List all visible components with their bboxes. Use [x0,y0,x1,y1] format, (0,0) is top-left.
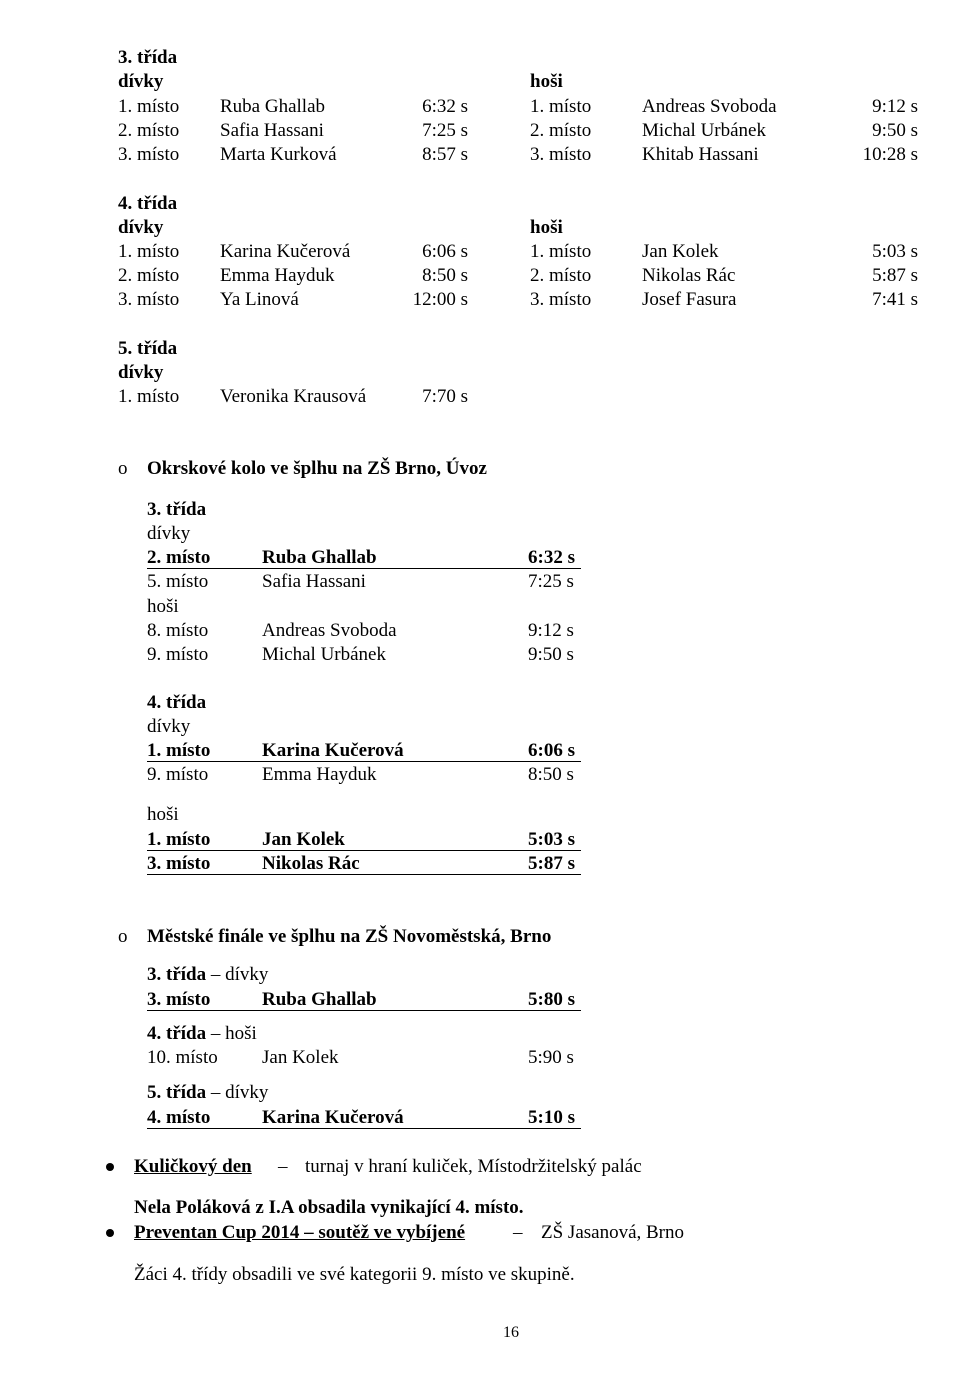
place: 1. místo [118,241,180,262]
time: 9:12 s [872,96,918,117]
page-number: 16 [503,1324,519,1341]
class-title: 3. třída [147,964,207,985]
place: 2. místo [147,547,211,568]
name: Nikolas Rác [262,853,360,874]
time: 12:00 s [412,289,468,310]
name: Veronika Krausová [220,386,367,407]
time: 5:03 s [872,241,918,262]
circle-bullet-icon: o [118,926,128,947]
name: Safia Hassani [262,571,366,592]
place: 3. místo [118,144,180,165]
time: 5:87 s [528,853,575,874]
class-4-boys-label: hoši [530,217,563,238]
name: Ruba Ghallab [220,96,326,117]
name: Ruba Ghallab [262,989,377,1010]
name: Safia Hassani [220,120,324,141]
time: 7:70 s [422,386,468,407]
time: 9:50 s [528,644,574,665]
time: 9:12 s [528,620,574,641]
place: 5. místo [147,571,209,592]
class-3-girls-label: dívky [118,71,164,92]
name: Emma Hayduk [220,265,335,286]
name: Andreas Svoboda [642,96,777,117]
class-5-girls-label: dívky [118,362,164,383]
place: 2. místo [530,265,592,286]
name: Karina Kučerová [262,740,404,761]
time: 5:80 s [528,989,575,1010]
class-title: 4. třída [147,1023,207,1044]
underline [147,1128,581,1129]
place: 3. místo [530,144,592,165]
time: 9:50 s [872,120,918,141]
time: 7:25 s [422,120,468,141]
time: 7:41 s [872,289,918,310]
class-title: 5. třída [147,1082,207,1103]
bullet-dot-icon [106,1229,114,1237]
name: Nikolas Rác [642,265,736,286]
name: Jan Kolek [262,1047,339,1068]
city-class-5-title [147,1082,268,1104]
time: 7:25 s [528,571,574,592]
name: Ruba Ghallab [262,547,377,568]
place: 9. místo [147,644,209,665]
circle-bullet-icon: o [118,458,128,479]
name: Karina Kučerová [262,1107,404,1128]
district-class-3-girls-label: dívky [147,523,191,544]
place: 8. místo [147,620,209,641]
district-class-4-title: 4. třída [147,692,207,713]
event-1-result: Nela Poláková z I.A obsadila vynikající 4. místo. [134,1197,524,1218]
place: 2. místo [118,120,180,141]
underline [147,1010,581,1011]
event-2-result: Žáci 4. třídy obsadili ve své kategorii 9. místo ve skupině. [134,1264,575,1285]
district-heading: Okrskové kolo ve šplhu na ZŠ Brno, Úvoz [147,458,487,479]
event-1-dash: – [278,1156,288,1177]
class-5-title: 5. třída [118,338,178,359]
place: 4. místo [147,1107,211,1128]
class-4-girls-label: dívky [118,217,164,238]
underline [147,850,581,851]
time: 6:32 s [422,96,468,117]
place: 3. místo [530,289,592,310]
place: 3. místo [147,853,211,874]
place: 1. místo [530,96,592,117]
place: 1. místo [530,241,592,262]
place: 2. místo [530,120,592,141]
class-3-boys-label: hoši [530,71,563,92]
name: Michal Urbánek [642,120,766,141]
name: Emma Hayduk [262,764,377,785]
event-2-title: Preventan Cup 2014 – soutěž ve vybíjené [134,1222,466,1243]
group-label: – dívky [210,1082,269,1103]
name: Jan Kolek [642,241,719,262]
underline [147,874,581,875]
name: Michal Urbánek [262,644,386,665]
name: Khitab Hassani [642,144,759,165]
place: 9. místo [147,764,209,785]
place: 1. místo [147,740,211,761]
time: 10:28 s [862,144,918,165]
district-class-3-title: 3. třída [147,499,207,520]
underline [147,568,581,569]
place: 1. místo [147,829,211,850]
city-class-3-title [147,964,268,986]
name: Ya Linová [220,289,299,310]
district-class-4-boys-label: hoši [147,804,179,825]
time: 5:03 s [528,829,575,850]
time: 5:10 s [528,1107,575,1128]
city-class-4-title [147,1023,257,1045]
event-2-description: ZŠ Jasanová, Brno [541,1222,685,1243]
name: Karina Kučerová [220,241,351,262]
district-class-4-girls-label: dívky [147,716,191,737]
time: 5:87 s [872,265,918,286]
name: Andreas Svoboda [262,620,397,641]
time: 6:06 s [528,740,575,761]
bullet-dot-icon [106,1163,114,1171]
district-class-3-boys-label: hoši [147,596,179,617]
place: 1. místo [118,96,180,117]
time: 8:57 s [422,144,468,165]
time: 6:32 s [528,547,575,568]
event-1-description: turnaj v hraní kuliček, Místodržitelský palác [305,1156,642,1177]
name: Josef Fasura [642,289,737,310]
group-label: – hoši [210,1023,257,1044]
time: 8:50 s [422,265,468,286]
group-label: – dívky [210,964,269,985]
class-3-title: 3. třída [118,47,178,68]
place: 1. místo [118,386,180,407]
place: 3. místo [147,989,211,1010]
place: 2. místo [118,265,180,286]
event-2-dash: – [513,1222,523,1243]
name: Marta Kurková [220,144,337,165]
underline [147,761,581,762]
place: 3. místo [118,289,180,310]
time: 8:50 s [528,764,574,785]
class-4-title: 4. třída [118,193,178,214]
name: Jan Kolek [262,829,345,850]
place: 10. místo [147,1047,218,1068]
event-1-title: Kuličkový den [134,1156,252,1177]
city-heading: Městské finále ve šplhu na ZŠ Novoměstská, Brno [147,926,552,947]
time: 6:06 s [422,241,468,262]
time: 5:90 s [528,1047,574,1068]
